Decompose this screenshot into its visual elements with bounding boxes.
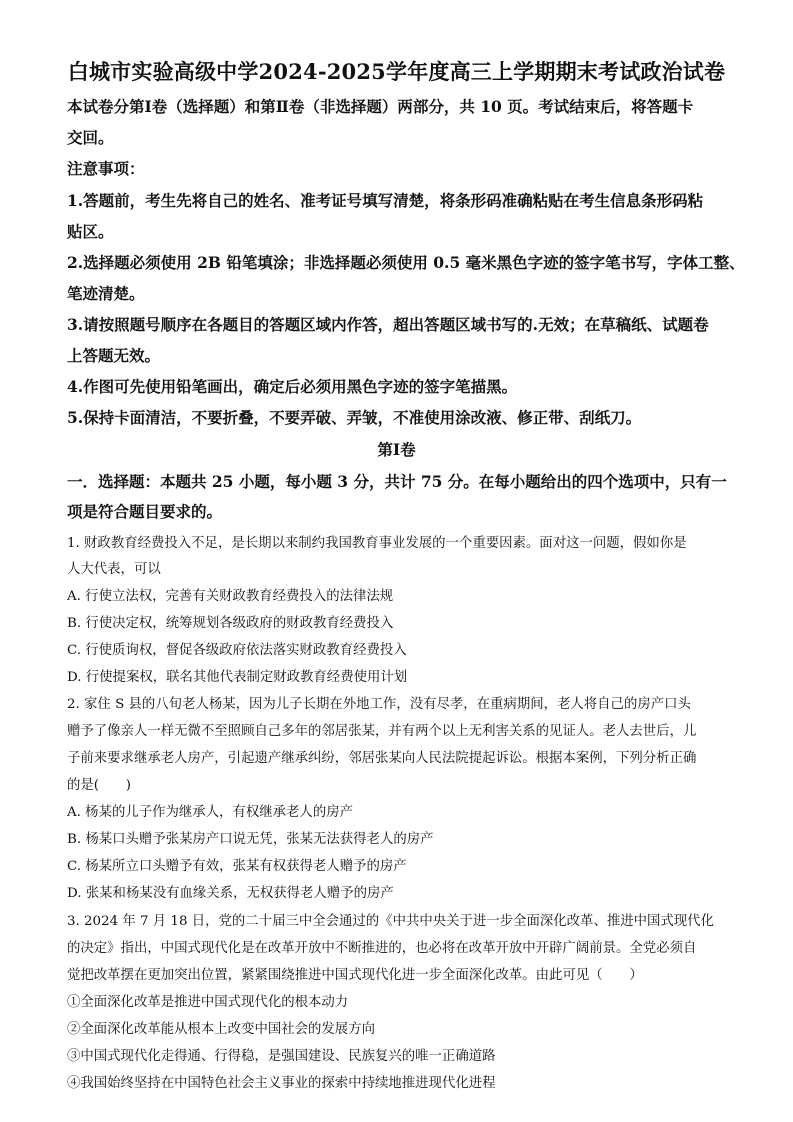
q3-option-4: ④我国始终坚持在中国特色社会主义事业的探索中持续地推进现代化进程 bbox=[67, 1076, 496, 1091]
q1-option-a: A. 行使立法权，完善有关财政教育经费投入的法律法规 bbox=[67, 589, 394, 604]
q3-option-3: ③中国式现代化走得通、行得稳，是强国建设、民族复兴的唯一正确道路 bbox=[67, 1049, 496, 1064]
note-line: 4.作图可先使用铅笔画出，确定后必须用黑色字迹的签字笔描黑。 bbox=[67, 377, 518, 396]
intro-line: 本试卷分第Ⅰ卷（选择题）和第Ⅱ卷（非选择题）两部分，共 10 页。考试结束后，将答题卡 bbox=[67, 97, 694, 116]
section-title: 第Ⅰ卷 bbox=[377, 440, 416, 459]
note-line: 笔迹清楚。 bbox=[67, 284, 145, 303]
section-intro-line: 项是符合题目要求的。 bbox=[67, 502, 223, 521]
q1-option-b: B. 行使决定权，统筹规划各级政府的财政教育经费投入 bbox=[67, 616, 394, 631]
notes-heading: 注意事项： bbox=[67, 159, 145, 178]
q1-option-d: D. 行使提案权，联名其他代表制定财政教育经费使用计划 bbox=[67, 670, 408, 685]
q2-stem-line: 的是( ) bbox=[67, 778, 132, 793]
intro-line: 交回。 bbox=[67, 128, 114, 147]
q3-stem-line: 的决定》指出，中国式现代化是在改革开放中不断推进的，也必将在改革开放中开辟广阔前景。全党必须自 bbox=[67, 941, 697, 956]
note-line: 3.请按照题号顺序在各题目的答题区域内作答，超出答题区域书写的.无效；在草稿纸、试题卷 bbox=[67, 315, 709, 334]
q3-option-2: ②全面深化改革能从根本上改变中国社会的发展方向 bbox=[67, 1022, 375, 1037]
q2-stem-line: 2. 家住 S 县的八旬老人杨某，因为儿子长期在外地工作，没有尽孝，在重病期间，老人将自己的房产口头 bbox=[67, 697, 691, 712]
q3-stem-line: 觉把改革摆在更加突出位置，紧紧围绕推进中国式现代化进一步全面深化改革。由此可见（ ） bbox=[67, 968, 643, 983]
q2-option-c: C. 杨某所立口头赠予有效，张某有权获得老人赠予的房产 bbox=[67, 859, 407, 874]
note-line: 2.选择题必须使用 2B 铅笔填涂；非选择题必须使用 0.5 毫米黑色字迹的签字笔书写，字体工整、 bbox=[67, 253, 745, 272]
note-line: 贴区。 bbox=[67, 222, 114, 241]
q2-stem-line: 子前来要求继承老人房产，引起遗产继承纠纷，邻居张某向人民法院提起诉讼。根据本案例，下列分析正确 bbox=[67, 751, 697, 766]
q2-stem-line: 赠予了像亲人一样无微不至照顾自己多年的邻居张某，并有两个以上无利害关系的见证人。老人去世后，儿 bbox=[67, 724, 697, 739]
note-line: 上答题无效。 bbox=[67, 346, 161, 365]
q3-option-1: ①全面深化改革是推进中国式现代化的根本动力 bbox=[67, 995, 349, 1010]
q2-option-d: D. 张某和杨某没有血缘关系，无权获得老人赠予的房产 bbox=[67, 886, 394, 901]
q2-option-b: B. 杨某口头赠予张某房产口说无凭，张某无法获得老人的房产 bbox=[67, 832, 434, 847]
q3-stem-line: 3. 2024 年 7 月 18 日，党的二十届三中全会通过的《中共中央关于进一步全面深化改革、推进中国式现代化 bbox=[67, 914, 714, 929]
note-line: 5.保持卡面清洁，不要折叠，不要弄破、弄皱，不准使用涂改液、修正带、刮纸刀。 bbox=[67, 408, 642, 427]
note-line: 1.答题前，考生先将自己的姓名、准考证号填写清楚，将条形码准确粘贴在考生信息条形码粘 bbox=[67, 191, 704, 210]
q1-option-c: C. 行使质询权，督促各级政府依法落实财政教育经费投入 bbox=[67, 643, 407, 658]
q1-stem-line: 1. 财政教育经费投入不足，是长期以来制约我国教育事业发展的一个重要因素。面对这一问题，假如你是 bbox=[67, 536, 687, 551]
q1-stem-line: 人大代表，可以 bbox=[67, 562, 161, 577]
exam-title: 白城市实验高级中学2024-2025学年度高三上学期期末考试政治试卷 bbox=[67, 59, 726, 84]
section-intro-line: 一．选择题：本题共 25 小题，每小题 3 分，共计 75 分。在每小题给出的四个选项中，只有一 bbox=[67, 472, 727, 491]
q2-option-a: A. 杨某的儿子作为继承人，有权继承老人的房产 bbox=[67, 805, 353, 820]
